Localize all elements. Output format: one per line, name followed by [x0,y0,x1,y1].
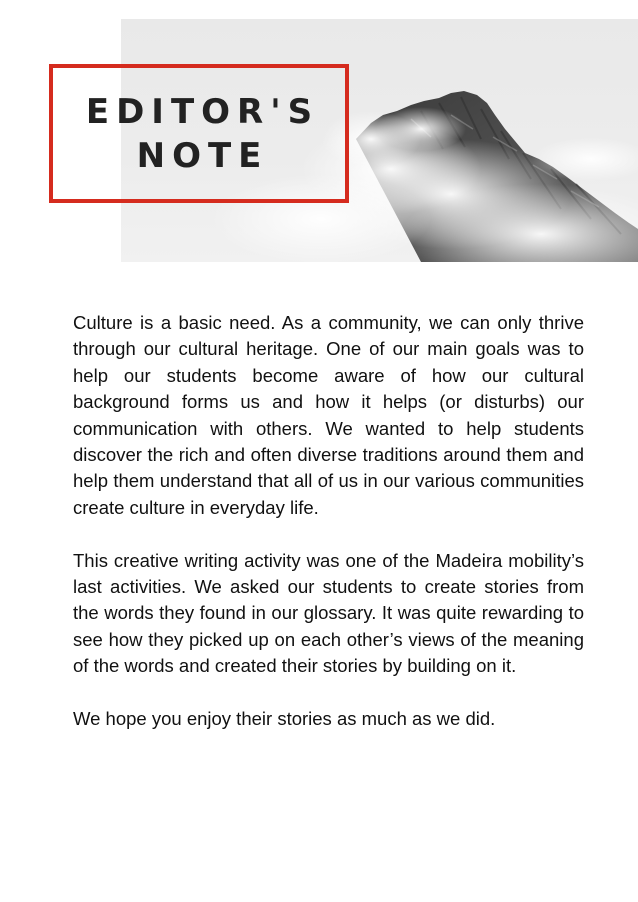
editors-note-body [73,310,584,759]
paragraph-3: We hope you enjoy their stories as much as we did. [73,708,496,730]
paragraph-1: Culture is a basic need. As a community, we can only thrive through our cultural heritage. One of our main goals was to help our students become aware of how our cultural background forms us and how it helps (or disturbs) our communication with others. We wanted to help students discover the rich and often diverse traditions around them and help them understand that all of us in our various communities create culture in everyday life. [73,312,584,518]
paragraph-2: This creative writing activity was one of the Madeira mobility’s last activities. We asked our students to create stories from the words they found in our glossary. It was quite rewarding to see how they picked up on each other’s views of the meaning of the words and created their stories by building on it. [73,549,584,677]
title-line-2: NOTE [136,135,269,176]
title-line-1: EDITOR'S [85,91,320,132]
editors-note-title-frame [49,64,349,203]
